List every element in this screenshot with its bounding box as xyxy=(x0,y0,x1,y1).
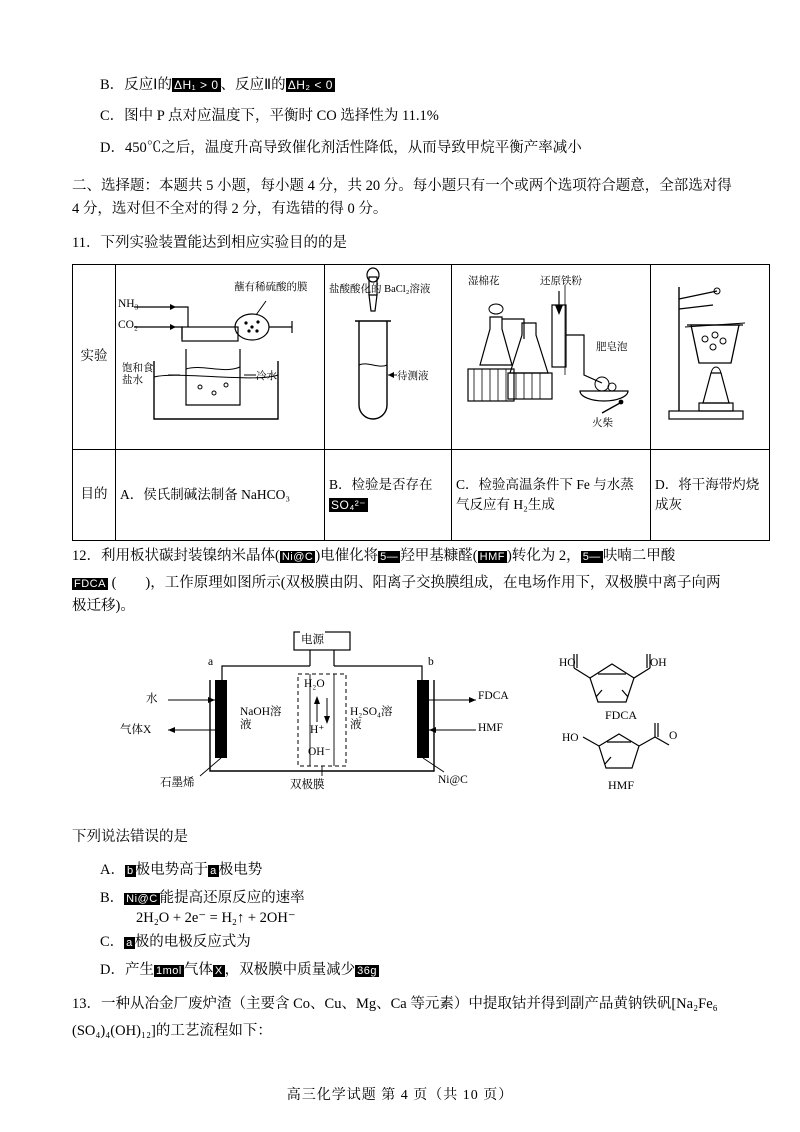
one-mol-highlight: 1mol xyxy=(155,964,182,977)
question-12-ask: 下列说法错误的是 xyxy=(72,829,188,846)
label-sulfuric-film: 蘸有稀硫酸的膜 xyxy=(234,281,308,293)
label-h-plus: H⁺ xyxy=(310,724,325,737)
label-naoh: NaOH溶液 xyxy=(240,706,282,732)
question-12-stem xyxy=(72,545,732,567)
q12-option-a xyxy=(72,858,732,879)
question-12-stem-2 xyxy=(72,572,732,617)
sulfate-highlight: SO₄²⁻ xyxy=(331,497,367,512)
label-electrode-a: a xyxy=(208,656,214,669)
q12-b-prefix: B． xyxy=(100,889,125,906)
q12-d-mid2: ，双极膜中质量减少 xyxy=(224,961,356,978)
question-13-line-2: (SO₄)₄(OH)₁₂]的工艺流程如下： xyxy=(72,1023,272,1040)
label-hmf-o: O xyxy=(669,730,678,743)
row-label-purpose: 目的 xyxy=(73,449,116,540)
hmf-highlight: HMF xyxy=(479,550,505,563)
experiment-cell-b xyxy=(325,264,452,449)
purpose-b-text: B．检验是否存在 xyxy=(329,476,433,492)
test-tube-diagram xyxy=(325,265,451,449)
option-b-prefix: B．反应Ⅰ的 xyxy=(100,77,172,93)
q12-part-d: )转化为 2， xyxy=(506,547,581,564)
q12-a-prefix: A． xyxy=(100,861,125,878)
q12-b-end: 能提高还原反应的速率 xyxy=(159,889,305,906)
question-13-line-1: 13．一种从冶金厂废炉渣（主要含 Co、Cu、Mg、Ca 等元素）中提取钴并得到副产品黄钠铁矾[Na₂Fe₆ xyxy=(72,995,718,1012)
option-d-line: D．450℃之后，温度升高导致催化剂活性降低，从而导致甲烷平衡产率减小 xyxy=(100,139,582,156)
label-wet-cotton: 湿棉花 xyxy=(468,275,500,287)
q12-option-b-equation: 2H₂O + 2e⁻ = H₂↑ + 2OH⁻ xyxy=(136,909,296,926)
experiment-table xyxy=(72,264,770,541)
label-fdca-oh: OH xyxy=(650,657,667,670)
page-footer: 高三化学试题 第 4 页（共 10 页） xyxy=(286,1088,514,1103)
label-hmf-name: HMF xyxy=(608,778,635,793)
q12-line2-text: ( )，工作原理如图所示(双极膜由阴、阳离子交换膜组成，在电场作用下，双极膜中离子向两极迁移)。 xyxy=(72,575,721,614)
label-hmf-in: HMF xyxy=(478,722,503,735)
experiment-cell-d xyxy=(651,264,770,449)
label-bacl2: 盐酸酸化的 BaCl₂溶液 xyxy=(329,283,431,295)
label-h2o: H₂O xyxy=(304,678,325,691)
experiment-cell-c xyxy=(452,264,651,449)
q12-part-e: 呋喃二甲酸 xyxy=(602,547,676,564)
label-water-in: 水 xyxy=(146,693,158,706)
crucible-diagram xyxy=(651,265,769,449)
q12-part-c: 羟甲基糠醛( xyxy=(400,547,478,564)
q12-c-prefix: C． xyxy=(100,933,125,950)
label-soap-bubble: 肥皂泡 xyxy=(596,341,628,353)
label-bipolar-membrane: 双极膜 xyxy=(290,779,325,792)
fdca-highlight: FDCA xyxy=(74,578,106,591)
label-saturated-brine: 饱和食盐水 xyxy=(122,362,154,387)
label-reduced-iron: 还原铁粉 xyxy=(540,275,582,287)
label-nic-electrode: Ni@C xyxy=(438,774,468,787)
purpose-cell-a: A．侯氏制碱法制备 NaHCO₃ xyxy=(116,449,325,540)
iron-steam-diagram xyxy=(452,265,650,449)
b-electrode-highlight: b xyxy=(126,864,134,877)
row-label-experiment: 实验 xyxy=(73,264,116,449)
q12-part-a: 12．利用板状碳封装镍纳米晶体( xyxy=(72,547,280,564)
question-11-stem: 11．下列实验装置能达到相应实验目的的是 xyxy=(72,235,347,252)
label-hmf-ho: HO xyxy=(562,732,579,745)
label-cold-water: 冷水 xyxy=(256,370,277,382)
label-electrode-b: b xyxy=(428,656,434,669)
q12-option-b xyxy=(72,886,732,907)
q12-part-b: )电催化将 xyxy=(315,547,379,564)
label-match: 火柴 xyxy=(592,417,613,429)
label-fdca-out: FDCA xyxy=(478,690,509,703)
q12-d-prefix: D．产生 xyxy=(100,961,154,978)
label-graphene: 石墨烯 xyxy=(160,777,195,790)
five-highlight-1: 5— xyxy=(380,550,399,563)
q12-d-mid: 气体 xyxy=(183,961,213,978)
thirtysix-g-highlight: 36g xyxy=(357,964,378,977)
option-c-line: C．图中 P 点对应温度下，平衡时 CO 选择性为 11.1% xyxy=(100,108,439,125)
nic-highlight-1: Ni@C xyxy=(281,550,314,563)
label-power-supply: 电源 xyxy=(300,631,325,647)
experiment-cell-a xyxy=(116,264,325,449)
q12-option-c xyxy=(72,930,732,951)
label-h2so4: H₂SO₄溶液 xyxy=(350,706,393,732)
q12-a-end: 极电势 xyxy=(218,861,263,878)
label-nh3: NH₃ xyxy=(118,297,139,310)
q12-c-end: 极的电极反应式为 xyxy=(134,933,251,950)
crucible-svg xyxy=(651,265,761,443)
option-b-line xyxy=(72,74,732,96)
purpose-cell-d: D．将干海带灼烧成灰 xyxy=(651,449,770,540)
iron-steam-svg xyxy=(452,265,642,443)
delta-h1-highlight: ΔH₁ > 0 xyxy=(173,78,219,92)
page-content xyxy=(72,74,760,1052)
purpose-cell-b xyxy=(325,449,452,540)
label-fdca-ho: HO xyxy=(559,657,576,670)
gas-x-highlight: X xyxy=(214,964,223,977)
table-row-purpose xyxy=(73,449,770,540)
label-oh-minus: OH⁻ xyxy=(308,746,331,759)
five-highlight-2: 5— xyxy=(582,550,601,563)
label-gas-x: 气体X xyxy=(120,724,152,737)
option-b-mid: 、反应Ⅱ的 xyxy=(220,77,286,93)
q12-a-mid: 极电势高于 xyxy=(135,861,209,878)
label-co2: CO₂ xyxy=(118,318,138,331)
electrolysis-figure xyxy=(72,626,732,796)
section-2-heading: 二、选择题：本题共 5 小题，每小题 4 分，共 20 分。每小题只有一个或两个选项符合题意，全部选对得 4 分，选对但不全对的得 2 分，有选错的得 0 分。 xyxy=(72,178,732,217)
q12-option-d xyxy=(72,958,732,979)
nic-highlight-2: Ni@C xyxy=(126,892,158,905)
hou-process-diagram xyxy=(116,265,324,449)
purpose-cell-c: C．检验高温条件下 Fe 与水蒸气反应有 H₂生成 xyxy=(452,449,651,540)
label-test-solution: 待测液 xyxy=(397,370,429,382)
table-row-experiment xyxy=(73,264,770,449)
delta-h2-highlight: ΔH₂ < 0 xyxy=(287,78,333,92)
label-fdca-name: FDCA xyxy=(605,708,638,723)
a-electrode-highlight: a xyxy=(210,864,217,877)
a-electrode-highlight-2: a xyxy=(126,936,133,949)
